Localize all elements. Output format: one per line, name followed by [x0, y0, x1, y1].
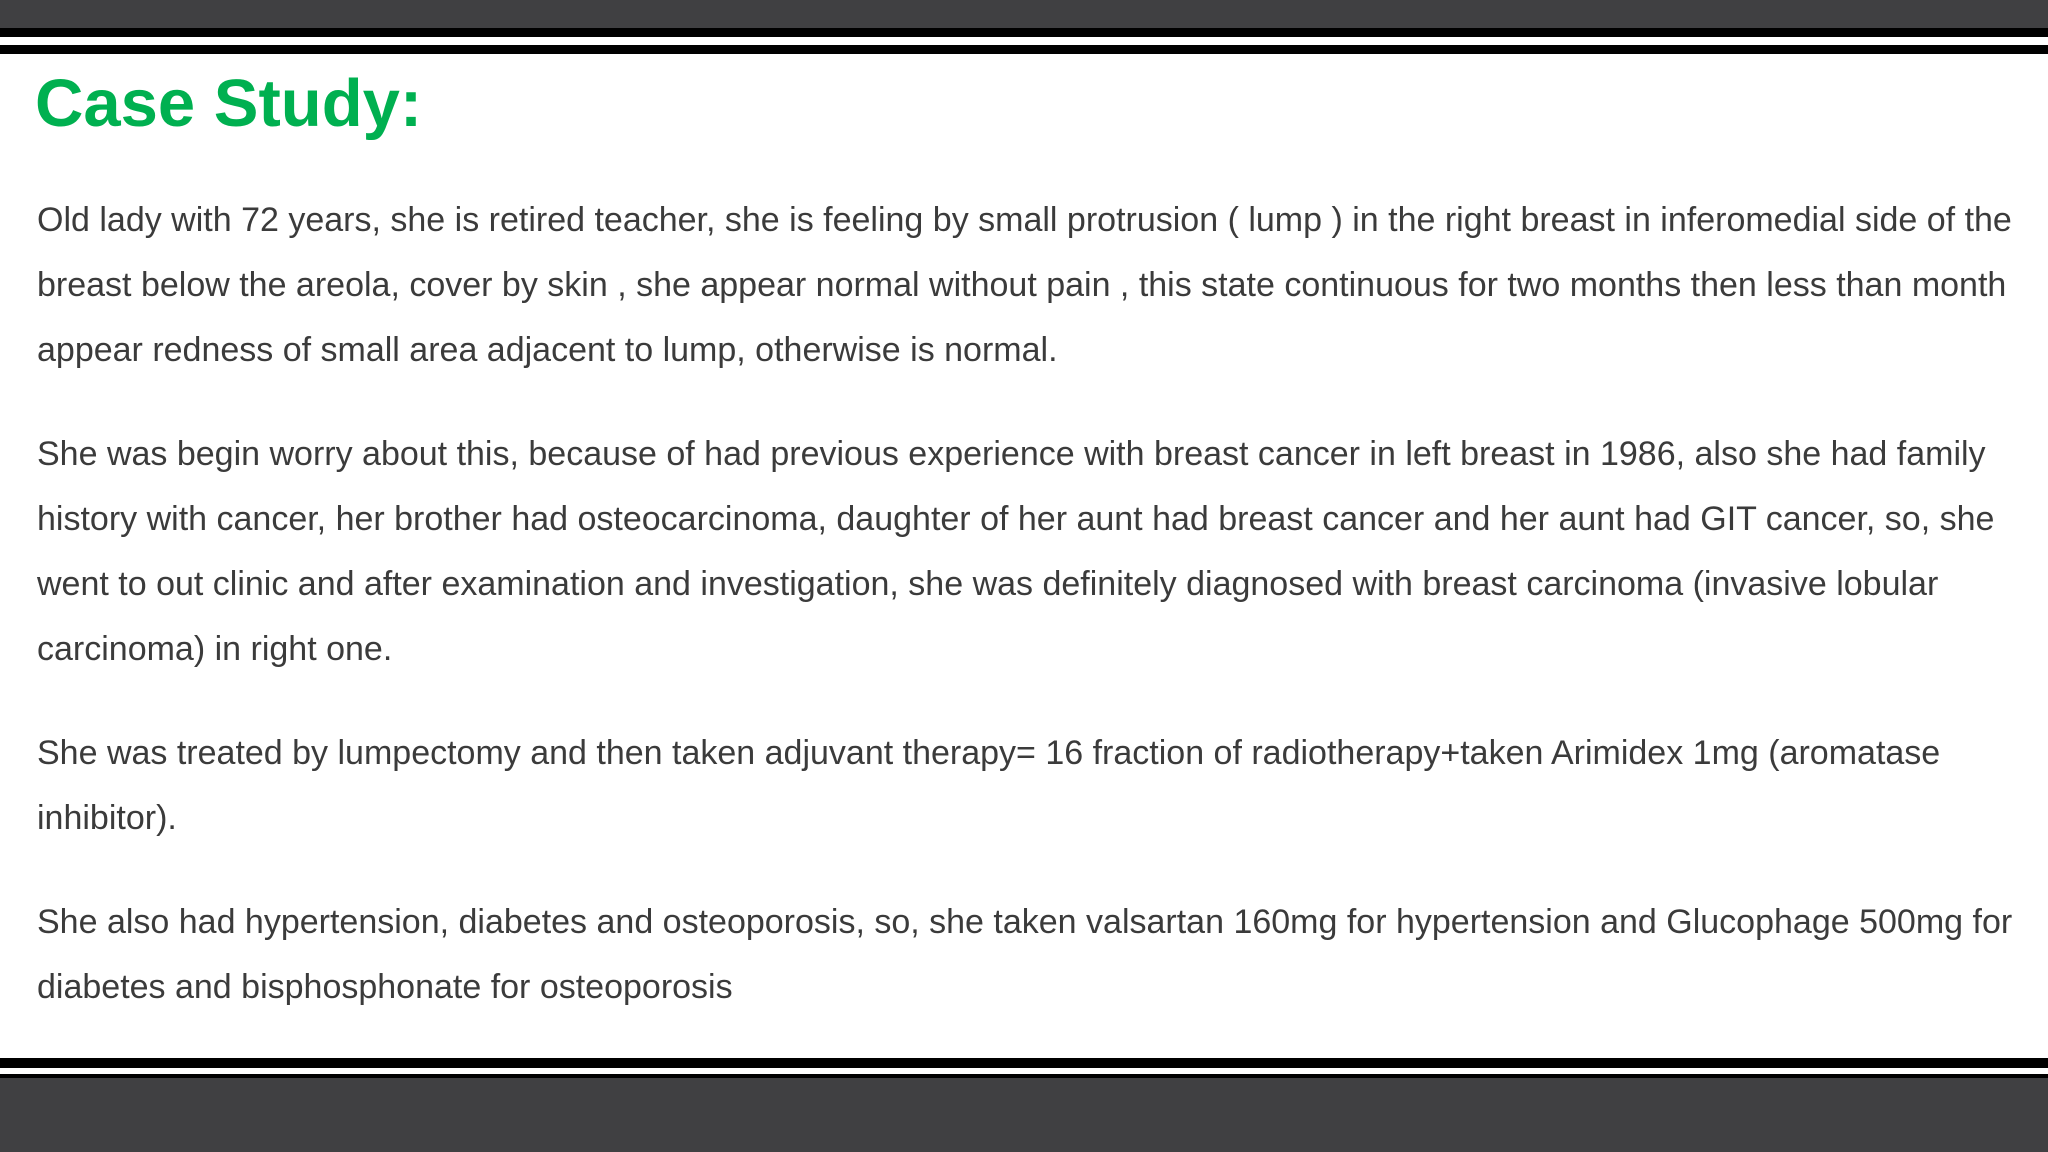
- slide-title: Case Study:: [35, 66, 423, 141]
- top-band: [0, 0, 2048, 28]
- paragraph-comorbidities: She also had hypertension, diabetes and osteoporosis, so, she taken valsartan 160mg for hypertension and Glucophage 500mg for diabetes and bisphosphonate for osteoporosis: [37, 903, 2013, 1006]
- bottom-band: [0, 1078, 2048, 1152]
- paragraph-presentation: Old lady with 72 years, she is retired teacher, she is feeling by small protrusion ( lump ) in the right breast in inferomedial side of the breast below the areola, cover by skin , she appear normal without pain , this state continuous for two months then less than month appear redness of small area adjacent to lump, otherwise is normal.: [37, 201, 2012, 369]
- bottom-rule-1: [0, 1058, 2048, 1068]
- paragraph-history: She was begin worry about this, because of had previous experience with breast cancer in left breast in 1986, also she had family history with cancer, her brother had osteocarcinoma, daughter of her aunt had breast cancer and her aunt had GIT cancer, so, she went to out clinic and after examination and investigation, she was definitely diagnosed with breast carcinoma (invasive lobular carcinoma) in right one.: [37, 435, 1995, 668]
- slide-body: [37, 188, 2027, 1020]
- top-rule-2: [0, 45, 2048, 54]
- top-rule-1: [0, 28, 2048, 37]
- paragraph-treatment: She was treated by lumpectomy and then taken adjuvant therapy= 16 fraction of radiotherapy+taken Arimidex 1mg (aromatase inhibitor).: [37, 734, 1941, 837]
